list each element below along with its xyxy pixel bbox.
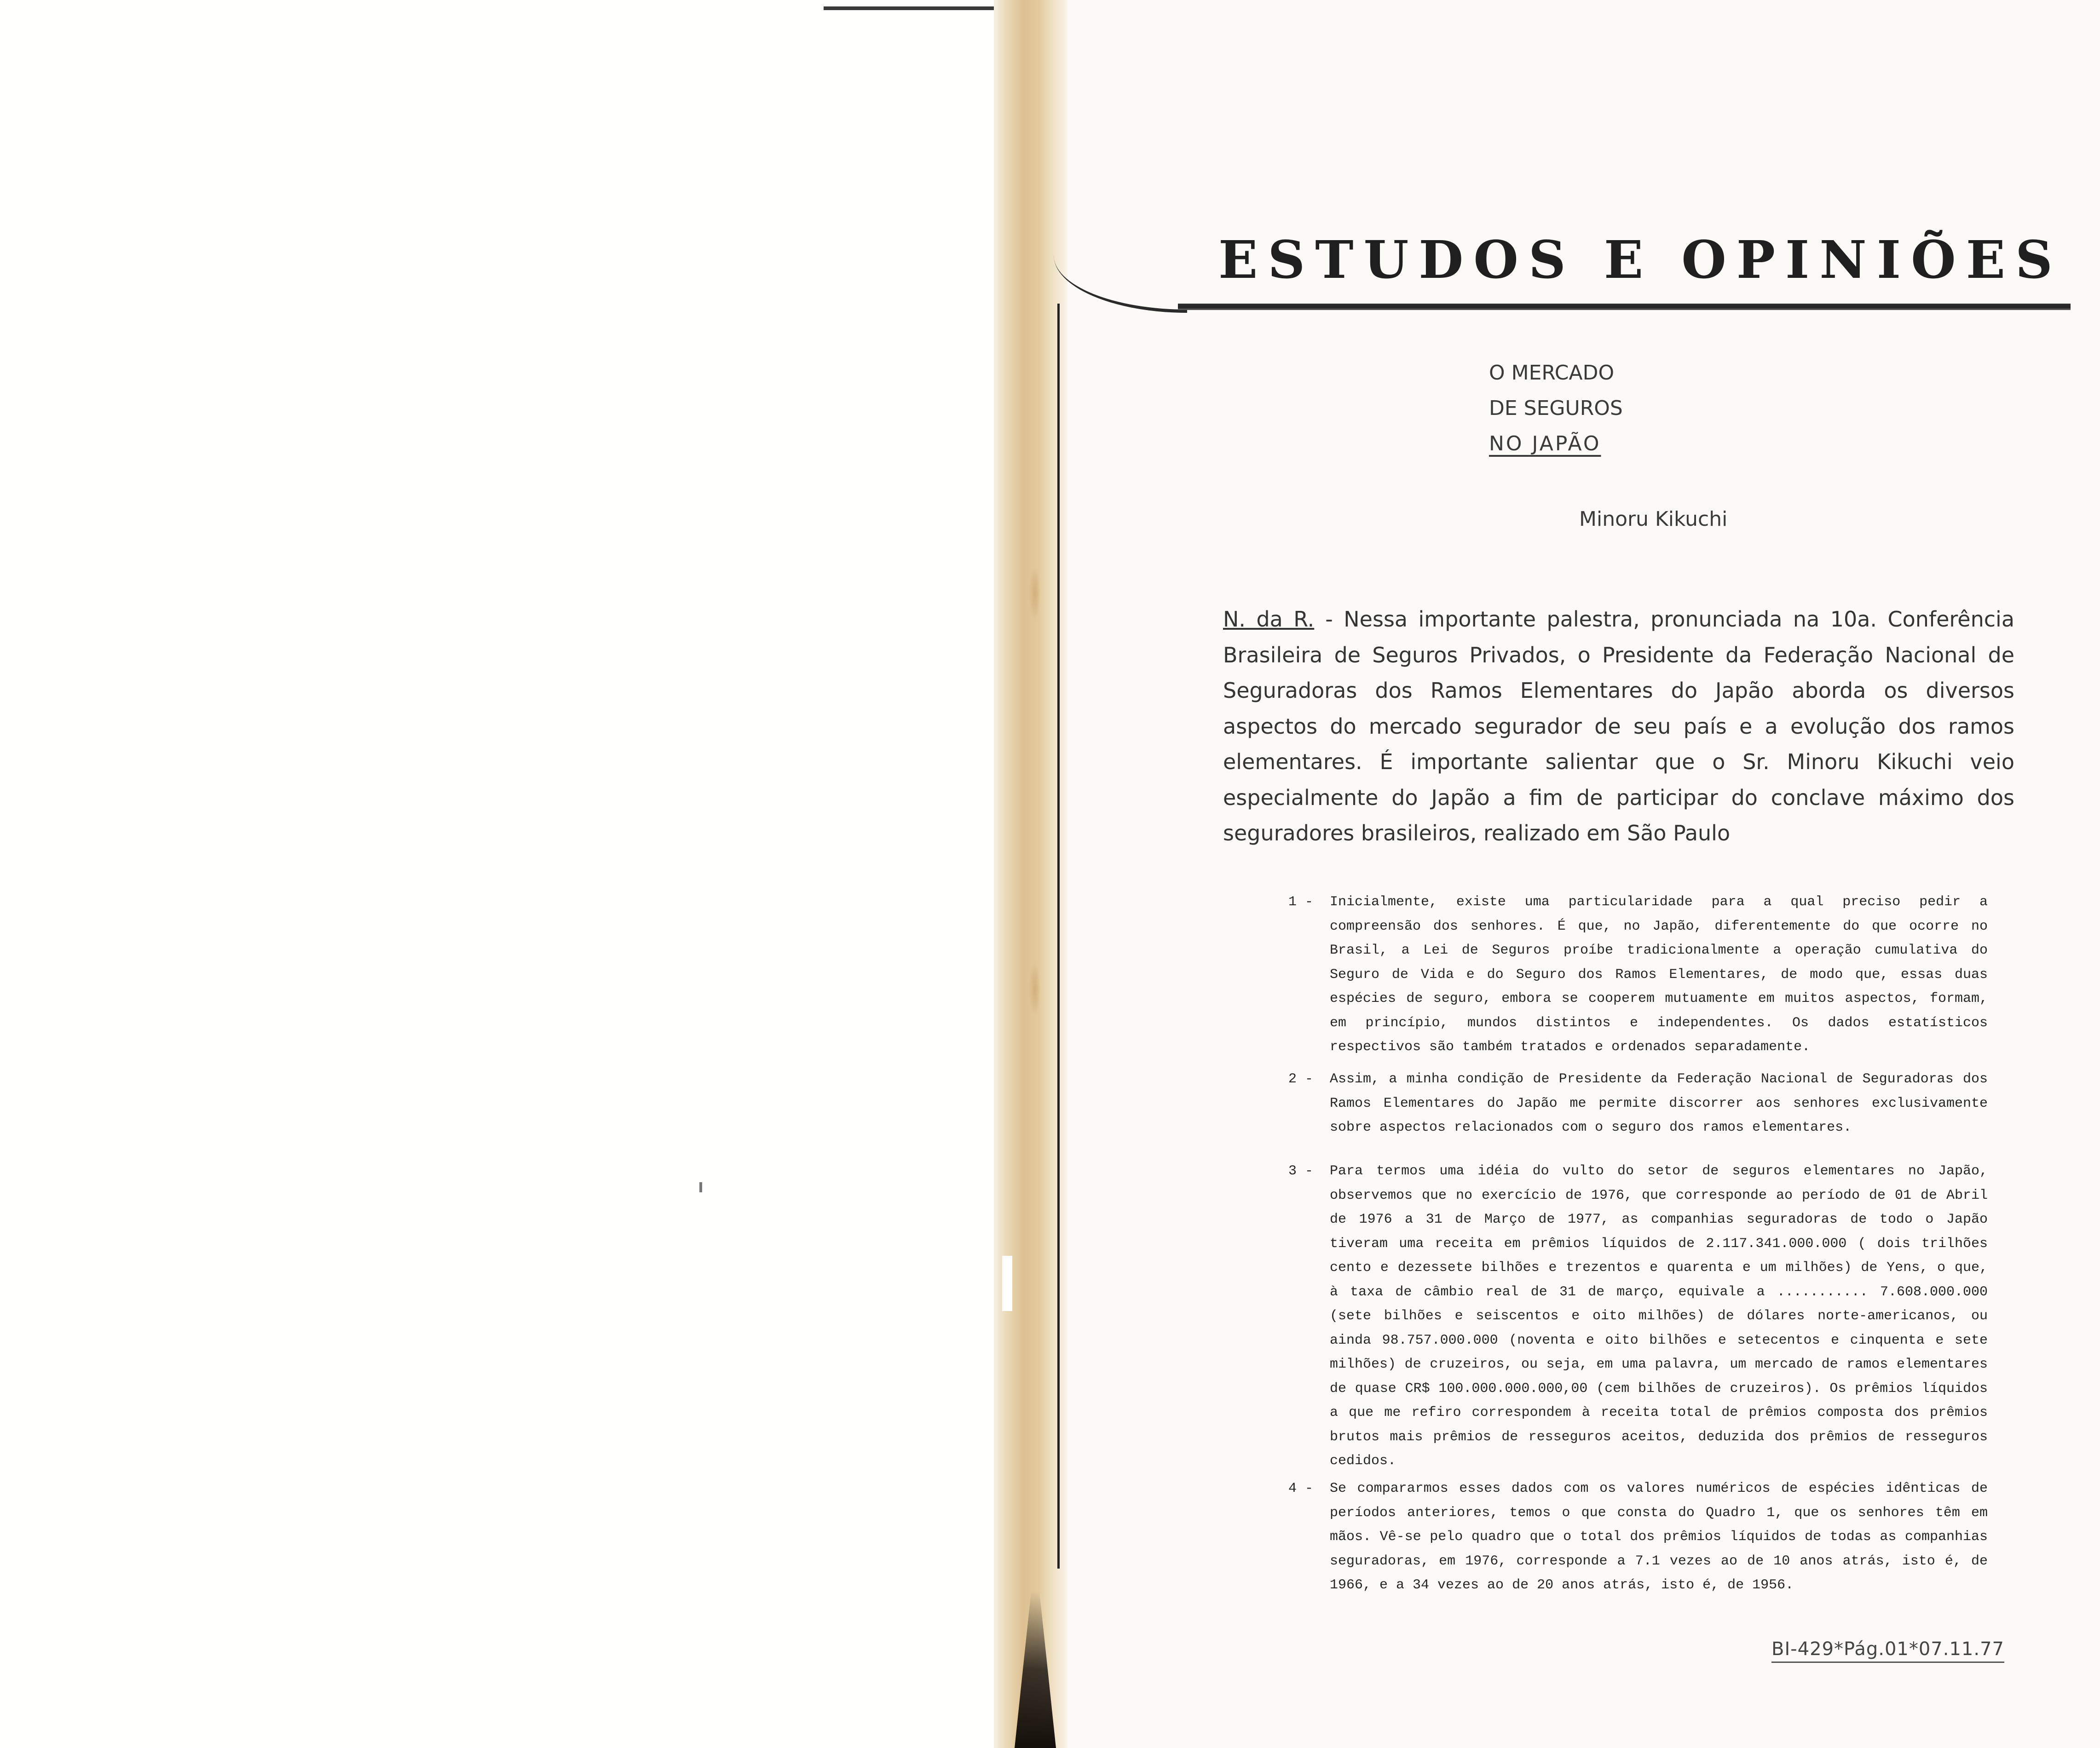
margin-rule: [1057, 304, 1060, 1569]
author-name: Minoru Kikuchi: [1579, 507, 1728, 531]
paragraph-3: [1288, 1159, 1988, 1473]
article-title-line: O MERCADO: [1489, 361, 1615, 385]
editor-note-text: - Nessa importante palestra, pronunciada na 10a. Conferência Brasileira de Seguros Privados, o Presidente da Federação Nacional de Seguradoras dos Ramos Elementares do Japão aborda os diversos aspectos do mercado segurador de seu país e a evolução dos ramos elementares. É importante salientar que o Sr. Minoru Kikuchi veio especialmente do Japão a fim de participar do conclave máximo dos seguradores brasileiros, realizado em São Paulo: [1223, 607, 2015, 845]
left-page: [0, 0, 1031, 1748]
paragraph-2: [1288, 1067, 1988, 1140]
editor-note: [1223, 602, 2014, 851]
paragraph-number: 3 -: [1288, 1163, 1314, 1179]
editor-note-label: N. da R.: [1223, 607, 1315, 632]
binding-staple: [1029, 566, 1041, 621]
paragraph-4: [1288, 1477, 1988, 1598]
article-title-line: NO JAPÃO: [1489, 432, 1601, 455]
binding-staple: [1029, 961, 1041, 1017]
paragraph-text: Para termos uma idéia do vulto do setor de seguros elementares no Japão, observemos que no exercício de 1976, que corresponde ao período de 01 de Abril de 1976 a 31 de Março de 1977, as companhias seguradoras de todo o Japão tiveram uma receita em prêmios líquidos de 2.117.341.000.000 ( dois trilhões cento e dezessete bilhões e trezentos e quarenta e um milhões) de Yens, o que, à taxa de câmbio real de 31 de março, equivale a ........... 7.608.000.000 (sete bilhões e seiscentos e oito milhões) de dólares norte-americanos, ou ainda 98.757.000.000 (noventa e oito bilhões e setecentos e cinquenta e sete milhões) de cruzeiros, ou seja, em uma palavra, um mercado de ramos elementares de quase CR$ 100.000.000.000,00 (cem bilhões de cruzeiros). Os prêmios líquidos a que me refiro correspondem à receita total de prêmios composta dos prêmios brutos mais prêmios de resseguros aceitos, deduzida dos prêmios de resseguros cedidos.: [1330, 1163, 1988, 1469]
paragraph-number: 1 -: [1288, 894, 1314, 910]
stray-mark: [699, 1182, 702, 1192]
paragraph-number: 4 -: [1288, 1481, 1314, 1496]
page-footer: BI-429*Pág.01*07.11.77: [1771, 1639, 2004, 1663]
section-header: ESTUDOS E OPINIÕES: [1218, 230, 2063, 290]
spine-label: [1002, 1256, 1012, 1311]
article-title: [1489, 355, 1623, 461]
paragraph-text: Inicialmente, existe uma particularidade para a qual preciso pedir a compreensão dos senhores. É que, no Japão, diferentemente do que ocorre no Brasil, a Lei de Seguros proíbe tradicionalmente a operação cumulativa do Seguro de Vida e do Seguro dos Ramos Elementares, de modo que, essas duas espécies de seguro, embora se cooperem mutuamente em muitos aspectos, formam, em princípio, mundos distintos e independentes. Os dados estatísticos respectivos são também tratados e ordenados separadamente.: [1330, 894, 1988, 1055]
header-rule: [1178, 304, 2071, 310]
paragraph-number: 2 -: [1288, 1071, 1314, 1087]
paragraph-text: Assim, a minha condição de Presidente da Federação Nacional de Seguradoras dos Ramos Elementares do Japão me permite discorrer aos senhores exclusivamente sobre aspectos relacionados com o seguro dos ramos elementares.: [1330, 1071, 1988, 1135]
top-edge-rule: [824, 6, 1008, 10]
paragraph-1: [1288, 890, 1988, 1059]
paragraph-text: Se compararmos esses dados com os valores numéricos de espécies idênticas de períodos anteriores, temos o que consta do Quadro 1, que os senhores têm em mãos. Vê-se pelo quadro que o total dos prêmios líquidos de todas as companhias seguradoras, em 1976, corresponde a 7.1 vezes ao de 10 anos atrás, isto é, de 1966, e a 34 vezes ao de 20 anos atrás, isto é, de 1956.: [1330, 1481, 1988, 1593]
article-title-line: DE SEGUROS: [1489, 397, 1623, 420]
